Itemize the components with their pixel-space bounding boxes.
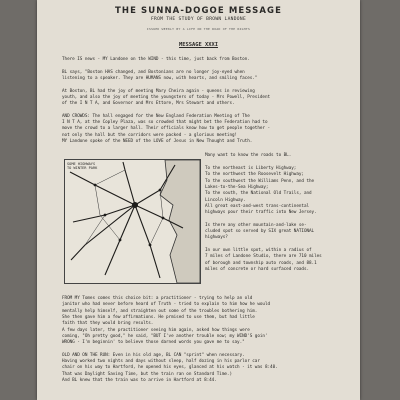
text-line: In our own little spot, within a radius of <box>205 247 312 253</box>
text-line: highways pour their traffic into New Jersey. <box>205 210 317 216</box>
text-line: Is there any other mountain-and-lake se- <box>205 222 307 228</box>
text-line: of the I N T A, and Governor and Mrs Ettore, Mrs Stewart and others. <box>62 101 235 107</box>
text-line: A few days later, the practitioner seeing him again, asked how things were <box>62 327 250 333</box>
newsletter-subtitle: FROM THE STUDY OF BROWN LANDONE <box>150 17 247 22</box>
newsletter-tagline: ISSUED WEEKLY BY A LIFE ON THE ROAD OF THE RIGHTS <box>146 27 251 31</box>
text-line: BL says, "Boston HAS changed, and Bostonians are no longer joy-eyed when <box>62 69 245 75</box>
message-title: MESSAGE XXXI <box>179 42 218 48</box>
text-line: To the northeast is Liberty Highway; <box>205 166 297 171</box>
text-line: coming, "Oh pretty good," he said, "BUT I've another trouble now; my WIND'S goin' <box>62 333 268 339</box>
text-line: FROM MY Tomes comes this choice bit: a practitioner - trying to help an old <box>62 296 253 301</box>
text-line: youth, and also the joy of meeting the youngsters of today - Mrs Powell, President <box>62 94 271 100</box>
highway-map <box>64 159 201 284</box>
text-line: I N T A, at the Copley Plaza, was so crowded that might bet the Federation had to <box>62 120 268 125</box>
text-line: To the south, the National Old Trails, and <box>205 191 312 197</box>
newsletter-banner: THE SUNNA-DOGOE MESSAGE <box>114 6 283 16</box>
newsletter-page <box>37 0 360 400</box>
highway-map-drawing <box>65 160 200 283</box>
text-line: To the northwest the Roosevelt Highway; <box>205 172 304 178</box>
text-line: of borough and township auto roads, and 88.1 <box>205 260 317 266</box>
text-line: not only the hall but the corridors were packed - a glorious meeting! <box>62 132 238 138</box>
text-line: To the southwest the Williams Penn, and the <box>205 178 315 184</box>
text-line: She then gave him a few affirmations. He prmised to use them, but had little <box>62 314 255 320</box>
text-line: WRONG - I'm beginnin' to believe those darned words you gave me to say." <box>62 340 245 346</box>
text-line: MY Landone spoke of the NEED of the LOVE of Jesus in New Thought and Truth. <box>62 138 253 144</box>
text-line: There IS news - MY Landone on the WIND - this time, just back from Boston. <box>62 57 250 62</box>
text-line: Having worked two nights and days without sleep, half dozing in his parlor car <box>62 359 260 364</box>
text-line: faith that they would bring results. <box>62 321 154 327</box>
text-line: miles of concrete or hard surfaced roads. <box>205 266 310 272</box>
text-line: AND CROWDS: The hall engaged for the New England Federation Meeting of The <box>62 113 250 119</box>
text-line: 7 miles of Landone Studio, there are 710 miles <box>205 254 322 260</box>
map-intro: Many want to know the roads to BL. <box>205 153 292 158</box>
text-line: listening to a speaker. They are HUMANS now, with hearts, and smiling faces." <box>62 75 258 81</box>
text-line: janitor who had never before heard of Truth - tried to explain to him how he would <box>62 302 271 308</box>
text-line: OLD AND ON THE RUN: Even in his old age, BL CAN "sprint" when necessary. <box>62 352 245 358</box>
map-caption: SOME HIGHWAYS TO WINTER PARK <box>67 162 98 171</box>
text-line: Lincoln Highway. <box>205 197 246 203</box>
text-line: move the crowd to a larger hall. Their officials know how to get people together - <box>62 126 271 132</box>
text-line: At Boston, BL had the joy of meeting Mary Cheira again - queens in reviewing <box>62 88 255 94</box>
text-line: mentally help himself, and straighten out some of the troubles bothering him. <box>62 308 258 314</box>
text-line: That was Daylight Saving Time, but the train ran on Standard Time.) <box>62 371 232 377</box>
text-line: cluded spot so served by SIX great NATIONAL <box>205 229 315 234</box>
text-line: chair on his way to Hartford, he opened his eyes, glanced at his watch - it was 8:40. <box>62 365 278 371</box>
text-line: highways? <box>205 235 228 241</box>
text-line: All great east-and-west trans-continental <box>205 203 310 209</box>
text-line: And BL knew that the train was to arrive in Hartford at 8:44. <box>62 377 217 383</box>
text-line: Lakes-to-the-Sea Highway; <box>205 184 269 190</box>
